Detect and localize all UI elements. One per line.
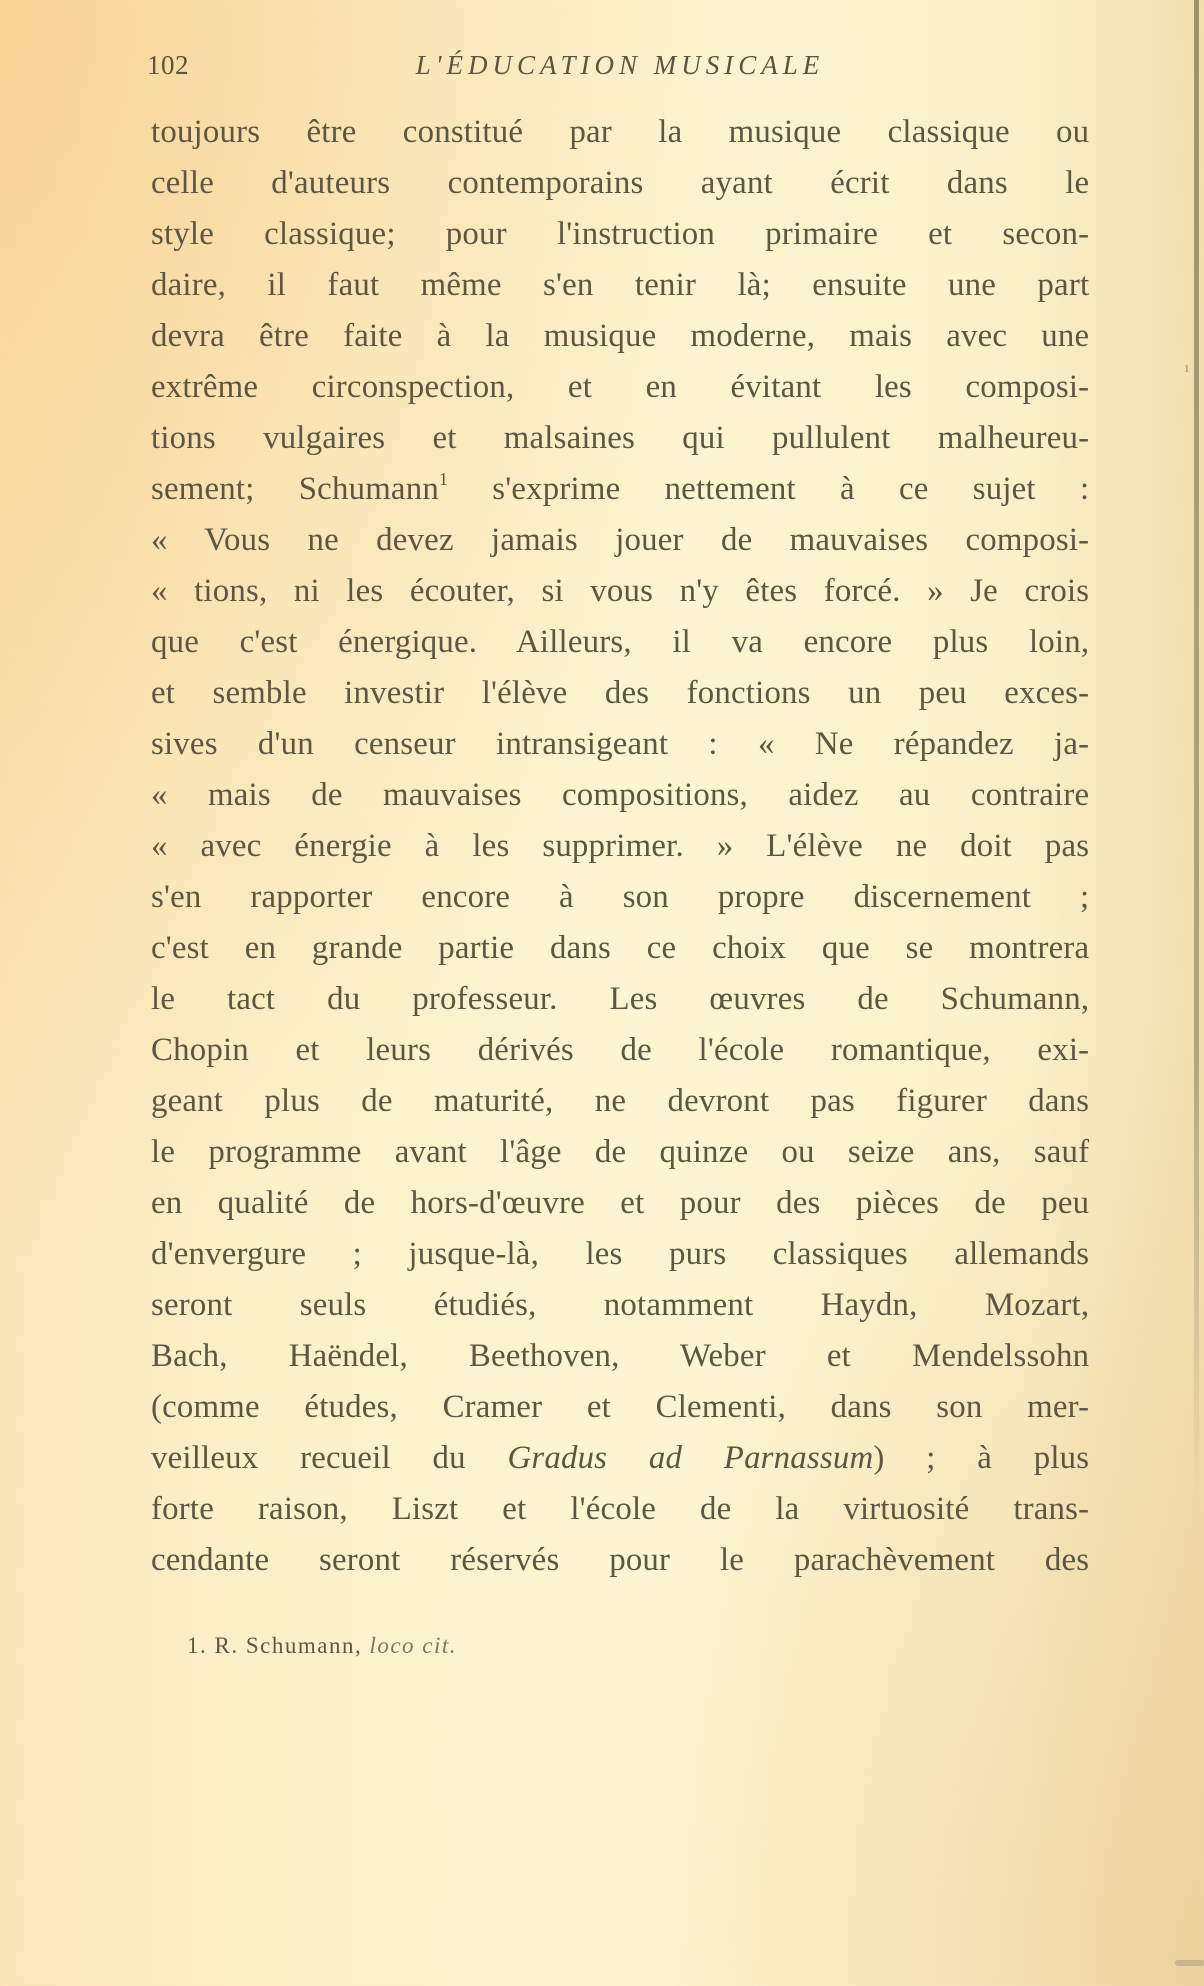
body-text [151,107,1094,1586]
text-segment: veilleux recueil du [151,1440,508,1476]
text-line: s'en rapporter encore à son propre discernement ; [151,879,1090,915]
footnote [187,1633,457,1659]
text-line: Chopin et leurs dérivés de l'école romantique, exi- [151,1032,1090,1068]
text-line: geant plus de maturité, ne devront pas figurer dans [151,1083,1090,1119]
edge-mark: 1 [1184,363,1190,375]
page-stain [1175,1960,1204,1966]
text-line-with-italic [151,1433,1089,1484]
footnote-reference: 1 [438,469,449,489]
text-line: extrême circonspection, et en évitant les composi- [151,369,1090,405]
text-line: « mais de mauvaises compositions, aidez au contraire [151,777,1090,813]
page-number: 102 [147,50,189,80]
text-line: devra être faite à la musique moderne, mais avec une [151,318,1090,354]
text-line: et semble investir l'élève des fonctions un peu exces- [151,675,1090,711]
text-segment: ) ; à plus [873,1440,1090,1476]
text-line: forte raison, Liszt et l'école de la virtuosité trans- [151,1491,1090,1527]
text-segment: sement; Schumann [151,471,439,507]
text-line: style classique; pour l'instruction primaire et secon- [151,216,1090,252]
running-title: L'ÉDUCATION MUSICALE [415,50,825,80]
text-line: d'envergure ; jusque-là, les purs classiques allemands [151,1236,1090,1272]
text-line: c'est en grande partie dans ce choix que se montrera [151,930,1090,966]
text-line: celle d'auteurs contemporains ayant écrit dans le [151,165,1090,201]
text-line: le programme avant l'âge de quinze ou seize ans, sauf [151,1134,1090,1170]
text-line: tions vulgaires et malsaines qui pullulent malheureu- [151,420,1090,456]
text-line: toujours être constitué par la musique classique ou [151,114,1090,150]
text-line: sives d'un censeur intransigeant : « Ne répandez ja- [151,726,1090,762]
footnote-citation: loco cit. [369,1633,458,1658]
text-line: « avec énergie à les supprimer. » L'élève ne doit pas [151,828,1090,864]
text-line: « tions, ni les écouter, si vous n'y êtes forcé. » Je crois [151,573,1090,609]
text-line: en qualité de hors-d'œuvre et pour des pièces de peu [151,1185,1090,1221]
text-line: « Vous ne devez jamais jouer de mauvaises composi- [151,522,1090,558]
text-line: Bach, Haëndel, Beethoven, Weber et Mendelssohn [151,1338,1090,1374]
text-line: que c'est énergique. Ailleurs, il va encore plus loin, [151,624,1090,660]
footnote-text: R. Schumann, [214,1633,363,1658]
text-line: daire, il faut même s'en tenir là; ensuite une part [151,267,1090,303]
text-line: cendante seront réservés pour le parachèvement des [151,1542,1090,1578]
text-segment: s'exprime nettement à ce sujet : [448,471,1090,507]
text-line-with-note [151,464,1089,515]
text-line: seront seuls étudiés, notamment Haydn, Mozart, [151,1287,1090,1323]
text-line: (comme études, Cramer et Clementi, dans son mer- [151,1389,1090,1425]
footnote-number: 1. [187,1633,208,1658]
text-line: le tact du professeur. Les œuvres de Schumann, [151,981,1090,1017]
page-binding-edge [1194,0,1199,1500]
work-title: Gradus ad Parnassum [507,1440,874,1476]
